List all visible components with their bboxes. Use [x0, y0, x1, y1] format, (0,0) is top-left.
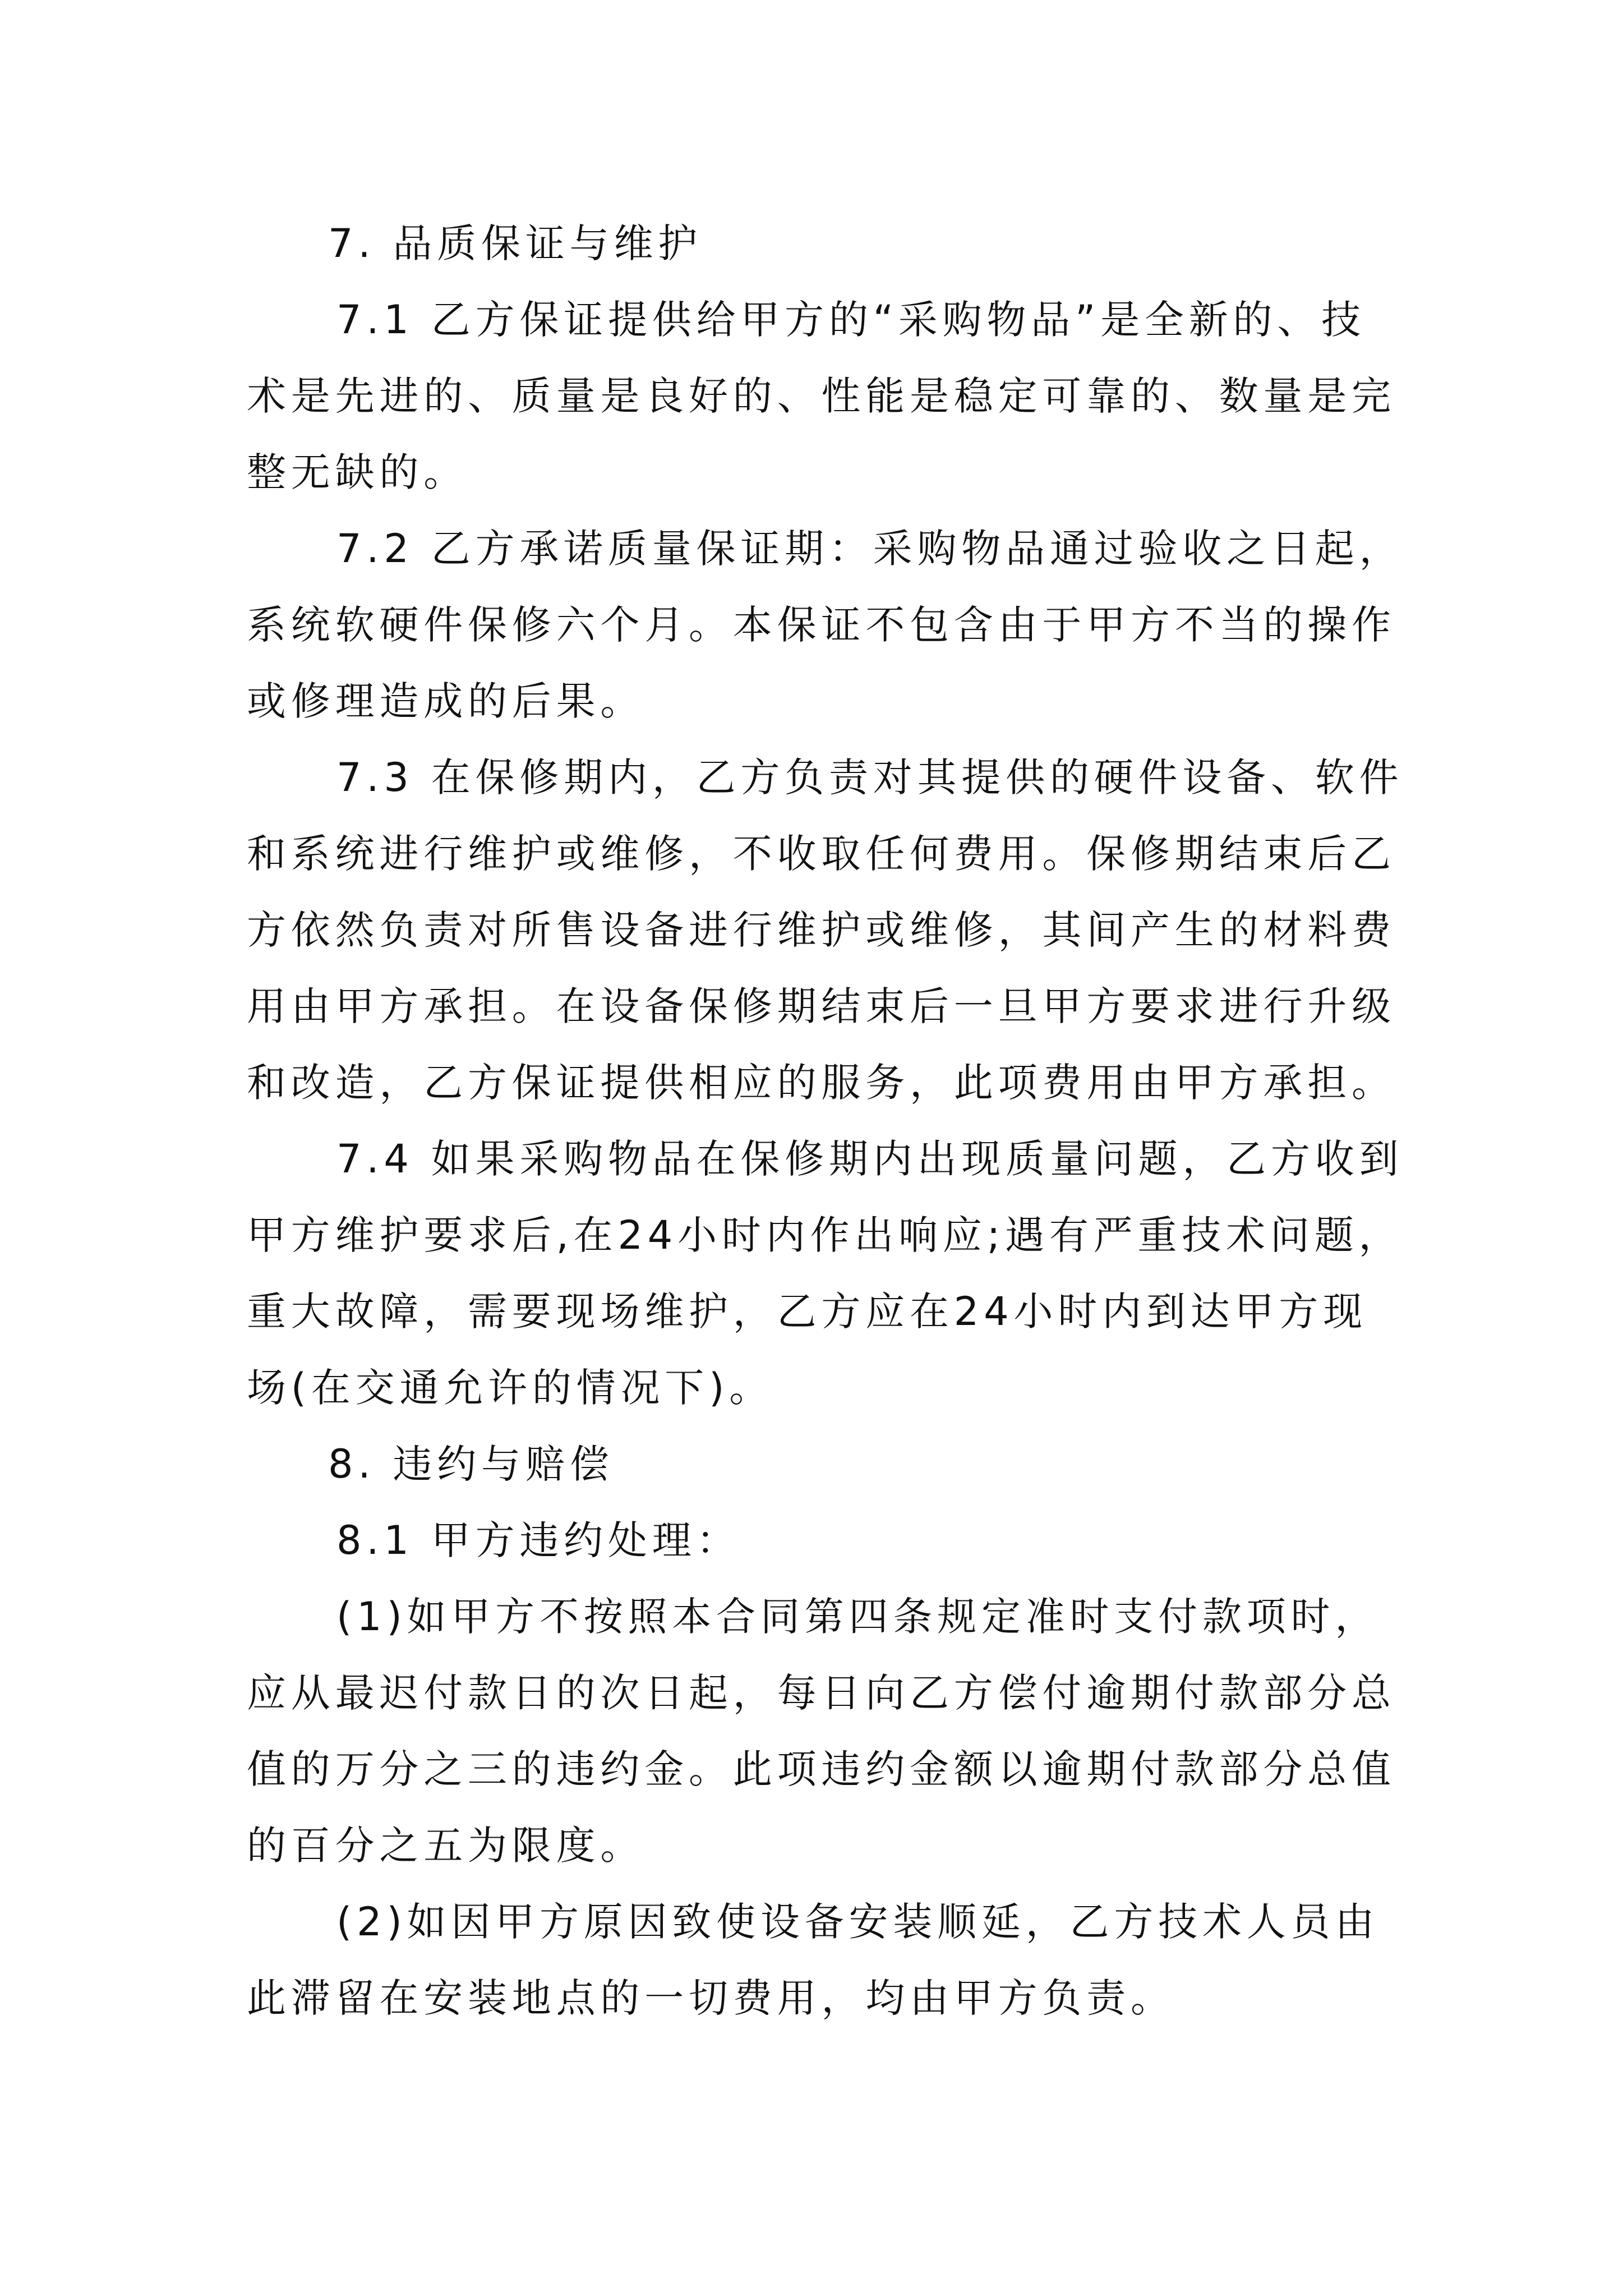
clause-7-3-line-5: 和改造，乙方保证提供相应的服务，此项费用由甲方承担。 — [247, 1060, 1396, 1106]
clause-7-3-line-3: 方依然负责对所售设备进行维护或维修，其间产生的材料费 — [247, 907, 1396, 953]
clause-7-1-line-1: 7.1 乙方保证提供给甲方的“采购物品”是全新的、技 — [336, 297, 1366, 343]
clause-7-3-line-4: 用由甲方承担。在设备保修期结束后一旦甲方要求进行升级 — [247, 983, 1396, 1029]
clause-8-1-item-1-line-2: 应从最迟付款日的次日起，每日向乙方偿付逾期付款部分总 — [247, 1670, 1396, 1716]
clause-7-1-line-3: 整无缺的。 — [247, 449, 468, 495]
clause-7-4-line-2: 甲方维护要求后,在24小时内作出响应;遇有严重技术问题， — [247, 1212, 1403, 1258]
clause-7-1-line-2: 术是先进的、质量是良好的、性能是稳定可靠的、数量是完 — [247, 373, 1396, 419]
clause-8-1-item-2-line-1: (2)如因甲方原因致使设备安装顺延，乙方技术人员由 — [336, 1899, 1380, 1945]
section-heading-7: 7. 品质保证与维护 — [328, 220, 703, 266]
clause-8-1-title: 8.1 甲方违约处理： — [336, 1517, 741, 1563]
clause-8-1-item-1-line-3: 值的万分之三的违约金。此项违约金额以逾期付款部分总值 — [247, 1746, 1396, 1792]
section-heading-8: 8. 违约与赔偿 — [328, 1441, 614, 1487]
document-page — [247, 205, 1404, 2036]
clause-8-1-item-1-line-1: (1)如甲方不按照本合同第四条规定准时支付款项时， — [336, 1594, 1380, 1640]
clause-8-1-item-2-line-2: 此滞留在安装地点的一切费用，均由甲方负责。 — [247, 1975, 1175, 2021]
clause-7-3-line-1: 7.3 在保修期内，乙方负责对其提供的硬件设备、软件 — [336, 754, 1404, 800]
clause-7-4-line-1: 7.4 如果采购物品在保修期内出现质量问题，乙方收到 — [336, 1136, 1404, 1182]
clause-7-2-line-2: 系统软硬件保修六个月。本保证不包含由于甲方不当的操作 — [247, 602, 1396, 648]
clause-7-4-line-4: 场(在交通允许的情况下)。 — [247, 1365, 774, 1411]
clause-7-2-line-1: 7.2 乙方承诺质量保证期：采购物品通过验收之日起， — [336, 526, 1404, 572]
clause-7-2-line-3: 或修理造成的后果。 — [247, 678, 645, 724]
clause-7-3-line-2: 和系统进行维护或维修，不收取任何费用。保修期结束后乙 — [247, 831, 1396, 877]
clause-7-4-line-3: 重大故障，需要现场维护，乙方应在24小时内到达甲方现 — [247, 1289, 1367, 1335]
clause-8-1-item-1-line-4: 的百分之五为限度。 — [247, 1823, 645, 1869]
